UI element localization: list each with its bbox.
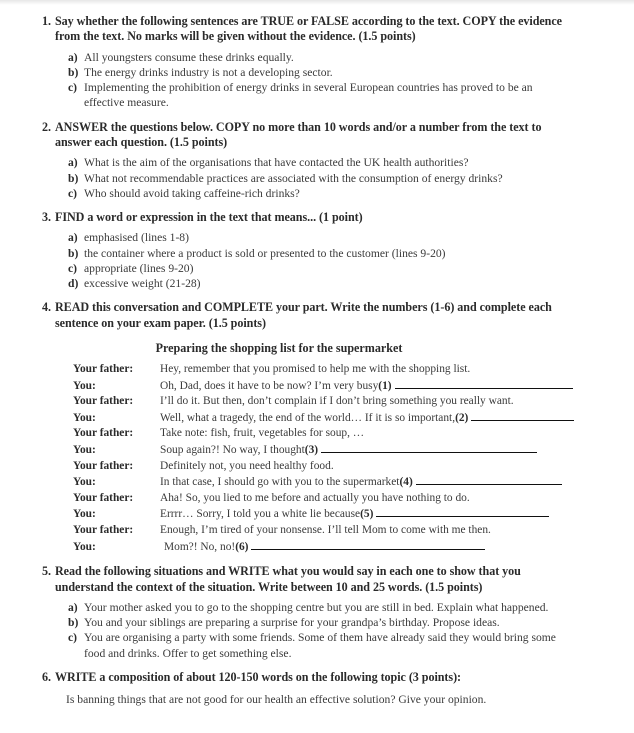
dialogue-row [73,394,571,410]
dialogue-text: Oh, Dad, does it have to be now? I’m very busy [160,379,379,392]
dialogue-speaker: You: [73,411,96,424]
task-5-item-c-text: You are organising a party with some friends. Some of them have already said they would bring some food and drinks. Offer to get something else. [84,631,556,660]
dialogue-gap-number: (2) [455,411,469,424]
dialogue-gap-number: (1) [378,379,392,392]
task-5-heading [42,564,571,595]
task-1-title: Say whether the following sentences are TRUE or FALSE according to the text. COPY the evidence from the text. No marks will be given without the evidence. (1.5 points) [55,14,562,44]
task-5-items [42,600,571,661]
task-5-item-b-letter: b) [68,616,79,630]
dialogue-speaker: Your father: [73,395,134,408]
dialogue-speaker: Your father: [73,491,134,504]
task-1-number: 1. [42,14,51,28]
task-1 [0,14,634,111]
dialogue-text: Definitely not, you need healthy food. [160,459,334,472]
task-1-item-c-letter: c) [68,81,78,95]
answer-blank-line[interactable] [471,410,574,421]
task-3-item-c [68,261,571,276]
dialogue-row [73,523,571,539]
dialogue-text: Errrr… Sorry, I told you a white lie because [160,508,361,521]
answer-blank-line[interactable] [376,506,549,517]
task-3-item-a [68,230,571,245]
task-1-item-c-text: Implementing the prohibition of energy drinks in several European countries has proved to be an effective measure. [84,81,533,110]
task-2-item-b [68,171,571,186]
dialogue-speaker: You: [73,540,96,553]
dialogue-row [73,539,571,556]
dialogue-line [160,410,571,427]
dialogue-line [160,523,571,539]
task-1-items [42,50,571,111]
task-5-item-c [68,630,571,660]
answer-blank-line[interactable] [251,539,485,550]
task-5 [0,564,634,661]
dialogue-row [73,362,571,378]
task-5-item-a-letter: a) [68,601,78,615]
task-2-item-b-letter: b) [68,171,79,185]
dialogue-row [73,506,571,523]
dialogue-row [73,459,571,475]
dialogue-text: Enough, I’m tired of your nonsense. I’ll tell Mom to come with me then. [160,524,491,537]
task-1-item-a-text: All youngsters consume these drinks equally. [84,50,294,64]
task-2-item-c-text: Who should avoid taking caffeine-rich drinks? [84,186,300,200]
dialogue-line [160,362,571,378]
task-6 [0,670,634,708]
task-3-item-b-text: the container where a product is sold or presented to the customer (lines 9-20) [84,246,446,260]
dialogue-text: Well, what a tragedy, the end of the world… If it is so important, [160,411,456,424]
dialogue-text: In that case, I should go with you to the supermarket [160,476,400,489]
task-2-item-b-text: What not recommendable practices are associated with the consumption of energy drinks? [84,171,503,185]
dialogue-speaker: Your father: [73,427,134,440]
task-5-item-b-text: You and your siblings are preparing a surprise for your grandpa’s birthday. Propose ideas. [84,616,500,630]
dialogue-text: Take note: fish, fruit, vegetables for soup, … [160,427,365,440]
task-2-items [42,155,571,201]
dialogue [42,362,571,555]
task-5-item-a-text: Your mother asked you to go to the shopping centre but you are still in bed. Explain what happened. [84,601,549,615]
dialogue-row [73,378,571,395]
dialogue-gap-number: (3) [304,444,319,457]
dialogue-speaker: Your father: [73,524,134,537]
task-2-item-c-letter: c) [68,186,78,200]
task-3 [0,210,634,291]
task-6-prompt: Is banning things that are not good for our health an effective solution? Give your opinion. [66,693,487,707]
task-1-item-c [68,80,571,110]
task-2-number: 2. [42,119,51,134]
dialogue-speaker: You: [73,379,96,392]
task-4-number: 4. [42,300,51,315]
task-3-item-c-letter: c) [68,261,78,275]
dialogue-text: Hey, remember that you promised to help me with the shopping list. [160,363,471,376]
task-2-item-a [68,155,571,170]
dialogue-row [73,410,571,427]
task-3-item-a-text: emphasised (lines 1-8) [84,231,189,245]
task-2-title: ANSWER the questions below. COPY no more than 10 words and/or a number from the text to answer each question. (1.5 points) [55,119,542,150]
dialogue-text: I’ll do it. But then, don’t complain if I don’t bring something you really want. [160,395,514,408]
task-2 [0,120,634,201]
task-1-item-b-text: The energy drinks industry is not a developing sector. [84,66,333,80]
dialogue-line [160,426,571,442]
answer-blank-line[interactable] [321,442,537,453]
dialogue-speaker: You: [73,444,96,457]
dialogue-line [160,491,571,507]
task-3-item-d [68,276,571,291]
dialogue-text: Aha! So, you lied to me before and actually you have nothing to do. [160,491,470,504]
dialogue-line [160,378,571,395]
dialogue-gap-number: (4) [399,476,413,489]
dialogue-row [73,442,571,459]
task-5-item-c-letter: c) [68,631,78,645]
task-3-item-d-letter: d) [68,277,79,291]
task-6-title: WRITE a composition of about 120-150 words on the following topic (3 points): [55,669,462,684]
task-6-heading [42,670,571,685]
answer-blank-line[interactable] [416,474,562,485]
task-3-item-a-letter: a) [68,231,78,245]
task-5-title: Read the following situations and WRITE what you would say in each one to show that you understand the context of the situation. Write between 10 and 25 words. (1.5 points) [55,564,521,594]
dialogue-text: Mom?! No, no! [164,540,236,553]
task-3-item-c-text: appropriate (lines 9-20) [84,261,194,275]
answer-blank-line[interactable] [395,378,573,389]
dialogue-line [160,394,571,410]
dialogue-line [160,442,571,459]
dialogue-text: Soup again?! No way, I thought [160,444,305,457]
dialogue-gap-number: (6) [235,540,249,553]
task-2-heading [42,120,571,151]
dialogue-line [160,474,571,491]
dialogue-row [73,426,571,442]
dialogue-row [73,491,571,507]
task-3-item-b-letter: b) [68,246,79,260]
task-5-item-a [68,600,571,615]
dialogue-speaker: Your father: [73,363,134,376]
task-1-item-a [68,50,571,65]
dialogue-line [160,459,571,475]
dialogue-speaker: You: [73,476,96,489]
task-3-item-b [68,246,571,261]
task-2-item-a-letter: a) [68,156,78,170]
task-5-number: 5. [42,564,51,579]
dialogue-speaker: Your father: [73,459,134,472]
task-1-item-a-letter: a) [68,50,78,64]
task-5-item-b [68,615,571,630]
task-1-item-b [68,65,571,80]
task-3-items [42,230,571,291]
task-3-title: FIND a word or expression in the text that means... (1 point) [55,210,363,225]
task-3-heading [42,210,571,225]
task-6-number: 6. [42,669,51,684]
dialogue-gap-number: (5) [360,508,374,521]
task-4 [0,300,634,555]
task-1-heading [42,14,571,45]
dialogue-title: Preparing the shopping list for the supermarket [155,341,403,356]
task-4-heading [42,300,571,331]
dialogue-line [160,506,571,523]
task-3-number: 3. [42,210,51,225]
task-4-title: READ this conversation and COMPLETE your part. Write the numbers (1-6) and complete each sentence on your exam paper. (1.5 points) [55,300,552,330]
dialogue-line [160,539,571,556]
task-3-item-d-text: excessive weight (21-28) [84,277,201,291]
dialogue-speaker: You: [73,508,96,521]
page-top-edge [0,0,634,5]
task-1-item-b-letter: b) [68,66,79,80]
dialogue-row [73,474,571,491]
task-2-item-c [68,186,571,201]
task-2-item-a-text: What is the aim of the organisations that have contacted the UK health authorities? [84,156,469,170]
